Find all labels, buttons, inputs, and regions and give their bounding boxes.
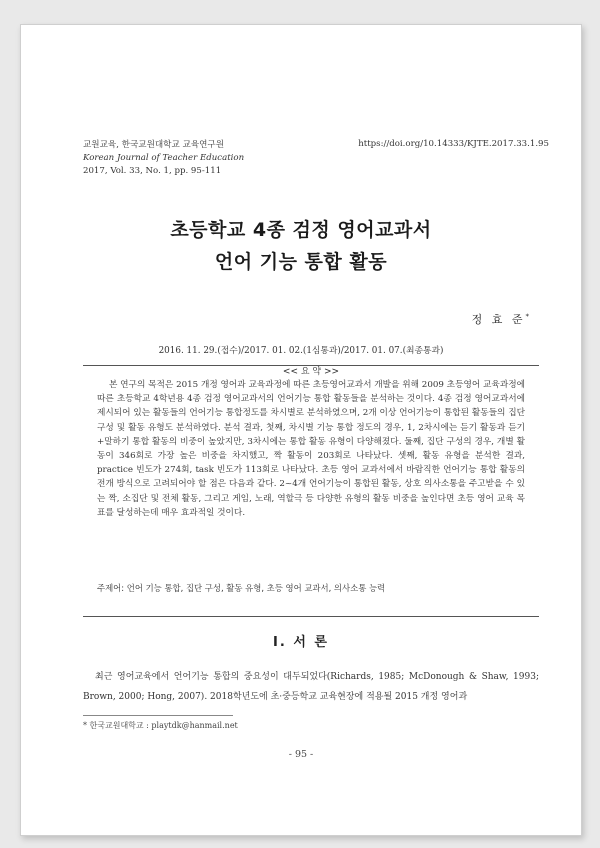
doi-link[interactable]: https://doi.org/10.14333/KJTE.2017.33.1.95 xyxy=(358,139,549,149)
footnote: * 한국교원대학교 : playtdk@hanmail.net xyxy=(83,721,238,730)
title-line-2: 언어 기능 통합 활동 xyxy=(214,251,388,273)
abstract-box xyxy=(83,365,539,617)
abstract-text: 본 연구의 목적은 2015 개정 영어과 교육과정에 따른 초등영어교과서 개발을 위해 2009 초등영어 교육과정에 따른 초등학교 4학년용 4종 검정 영어교과서의 언어기능 통합 활동들을 분석하는 것이다. 4종 검정 영어교과서에 제시되어 있는 활동들의 언어기능 통합정도를 차시별로 분석하였으며, 2개 이상 언어기능이 통합된 활동들의 집단 구성 및 활동 유형도 분석하였다. 분석 결과, 첫째, 차시별 기능 통합 정도의 경우, 1, 2차시에는 듣기 활동과 듣기+말하기 통합 활동의 비중이 높았지만, 3차시에는 통합 활동 유형이 다양해졌다. 둘째, 집단 구성의 경우, 개별 활동이 346회로 가장 높은 비중을 차지했고, 짝 활동이 203회로 나타났다. 셋째, 활동 유형을 분석한 결과, practice 빈도가 274회, task 빈도가 113회로 나타났다. 초등 영어 교과서에서 바람직한 언어기능 통합 활동의 전개 방식으로 고려되어야 할 점은 다음과 같다. 2~4개 언어기능이 통합된 활동, 상호 의사소통을 주고받을 수 있는 짝, 소집단 및 전체 활동, 그리고 게임, 노래, 역할극 등 다양한 유형의 활동 비중을 높인다면 초등 영어 교육 목표를 달성하는데 매우 효과적일 것이다. xyxy=(97,380,525,518)
intro-paragraph: 최근 영어교육에서 언어기능 통합의 중요성이 대두되었다(Richards, 1985; McDonough & Shaw, 1993; Brown, 2000; Hong, 2007). 2018학년도에 초·중등학교 교육현장에 적용될 2015 개정 영어과 xyxy=(83,672,539,702)
author-footnote-mark: * xyxy=(525,312,529,321)
section-heading: Ⅰ. 서 론 xyxy=(273,635,329,650)
footnote-divider xyxy=(83,715,233,716)
page-number: - 95 - xyxy=(288,749,314,760)
paper-page xyxy=(20,24,582,836)
keywords: 주제어: 언어 기능 통합, 집단 구성, 활동 유형, 초등 영어 교과서, 의사소통 능력 xyxy=(97,583,386,593)
publisher-line: 교원교육, 한국교원대학교 교육연구원 xyxy=(83,140,225,150)
abstract-label-text: << 요 약 >> xyxy=(277,367,345,377)
journal-name: Korean Journal of Teacher Education xyxy=(83,153,245,163)
author xyxy=(472,311,529,327)
author-name: 정 효 준 xyxy=(471,313,526,326)
journal-header xyxy=(83,139,244,178)
submission-dates: 2016. 11. 29.(접수)/2017. 01. 02.(1심통과)/2017. 01. 07.(최종통과) xyxy=(158,346,444,356)
title-line-1: 초등학교 4종 검정 영어교과서 xyxy=(170,219,432,241)
abstract-label xyxy=(83,359,539,378)
volume-line: 2017, Vol. 33, No. 1, pp. 95-111 xyxy=(83,166,222,176)
